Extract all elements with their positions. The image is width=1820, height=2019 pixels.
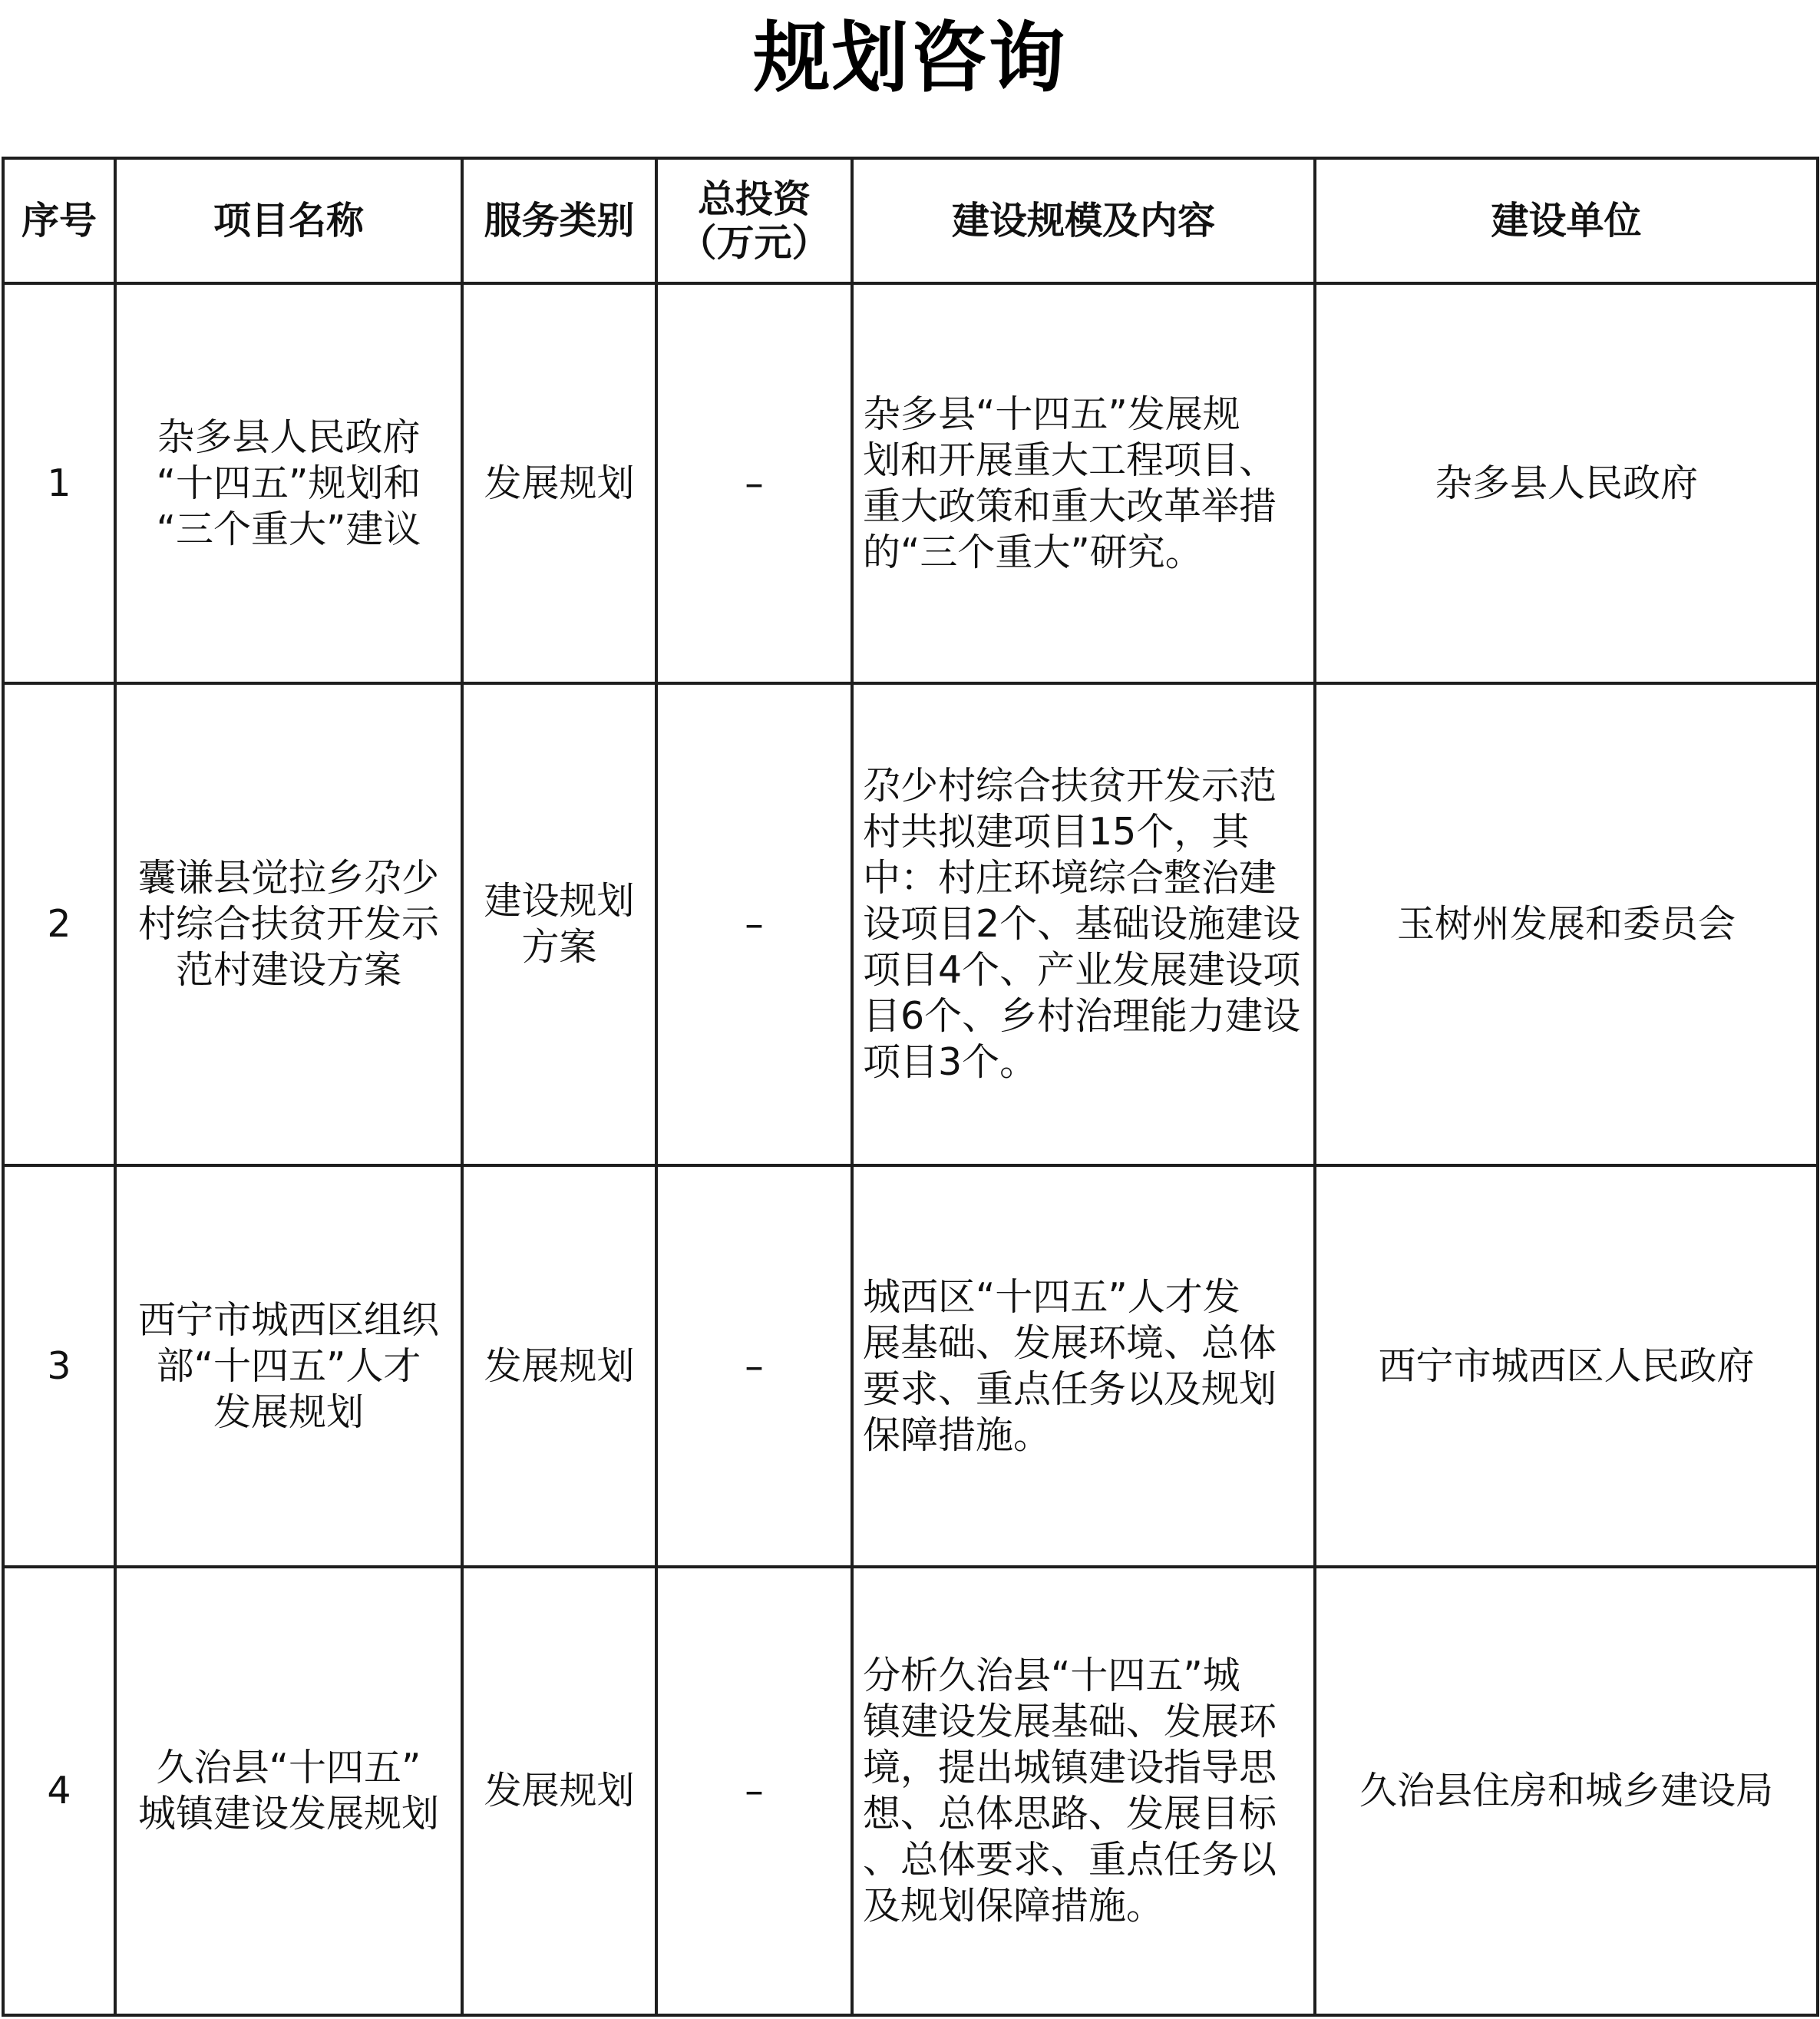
service-category-line: 建设规划 xyxy=(484,879,635,923)
header-project-name: 项目名称 xyxy=(115,158,462,283)
project-name-line: 囊谦县觉拉乡尕少 xyxy=(137,856,439,900)
scope-line: 要求、重点任务以及规划 xyxy=(863,1366,1277,1411)
project-name-line: 范村建设方案 xyxy=(175,948,401,992)
scope-line: 项目3个。 xyxy=(863,1040,1038,1084)
scope-line: 设项目2个、基础设施建设 xyxy=(863,902,1301,946)
project-name-line: “十四五”规划和 xyxy=(156,461,421,505)
scope-line: 展基础、发展环境、总体 xyxy=(863,1320,1277,1365)
service-category-line: 方案 xyxy=(521,925,597,969)
cell-service-category xyxy=(462,1165,656,1567)
cell-total-investment: – xyxy=(656,1165,852,1567)
project-name-line: 西宁市城西区组织 xyxy=(137,1297,439,1342)
header-service-category: 服务类别 xyxy=(462,158,656,283)
cell-total-investment: – xyxy=(656,1567,852,2015)
cell-construction-unit: 杂多县人民政府 xyxy=(1315,283,1818,683)
header-serial-number: 序号 xyxy=(3,158,115,283)
service-category-line: 发展规划 xyxy=(484,1769,635,1812)
scope-line: 中：村庄环境综合整治建 xyxy=(863,856,1277,900)
cell-project-name xyxy=(115,1165,462,1567)
cell-serial-number: 1 xyxy=(3,283,115,683)
table-row xyxy=(3,283,1818,683)
table-row xyxy=(3,1567,1818,2015)
header-construction-unit: 建设单位 xyxy=(1315,158,1818,283)
header-construction-scope: 建设规模及内容 xyxy=(852,158,1315,283)
cell-total-investment: – xyxy=(656,283,852,683)
table-row xyxy=(3,1165,1818,1567)
header-total-investment-line: 总投资 xyxy=(697,177,811,221)
scope-line: 、总体要求、重点任务以 xyxy=(863,1838,1277,1882)
scope-line: 分析久治县“十四五”城 xyxy=(863,1654,1240,1697)
scope-line: 镇建设发展基础、发展环 xyxy=(863,1700,1277,1743)
scope-line: 项目4个、产业发展建设项 xyxy=(863,948,1301,992)
cell-service-category xyxy=(462,1567,656,2015)
cell-construction-scope xyxy=(852,283,1315,683)
scope-line: 重大政策和重大改革举措 xyxy=(863,484,1277,528)
service-category-line: 发展规划 xyxy=(484,461,635,505)
scope-line: 城西区“十四五”人才发 xyxy=(863,1274,1240,1319)
scope-line: 及规划保障措施。 xyxy=(863,1884,1164,1928)
cell-construction-scope xyxy=(852,683,1315,1165)
cell-construction-unit: 久治县住房和城乡建设局 xyxy=(1315,1567,1818,2015)
project-name-line: 城镇建设发展规划 xyxy=(137,1792,439,1836)
scope-line: 尕少村综合扶贫开发示范 xyxy=(863,764,1277,808)
cell-project-name xyxy=(115,283,462,683)
cell-project-name xyxy=(115,683,462,1165)
cell-service-category xyxy=(462,683,656,1165)
cell-construction-unit: 玉树州发展和委员会 xyxy=(1315,683,1818,1165)
cell-construction-scope xyxy=(852,1165,1315,1567)
cell-service-category xyxy=(462,283,656,683)
cell-total-investment: – xyxy=(656,683,852,1165)
scope-line: 目6个、乡村治理能力建设 xyxy=(863,994,1301,1038)
page-title: 规划咨询 xyxy=(753,12,1067,103)
cell-serial-number: 3 xyxy=(3,1165,115,1567)
cell-serial-number: 2 xyxy=(3,683,115,1165)
table-row xyxy=(3,683,1818,1165)
scope-line: 保障措施。 xyxy=(863,1413,1052,1457)
scope-line: 想、总体思路、发展目标 xyxy=(863,1792,1277,1836)
header-total-investment xyxy=(656,158,852,283)
project-name-line: “三个重大”建议 xyxy=(156,507,421,551)
cell-serial-number: 4 xyxy=(3,1567,115,2015)
cell-construction-unit: 西宁市城西区人民政府 xyxy=(1315,1165,1818,1567)
scope-line: 划和开展重大工程项目、 xyxy=(863,438,1277,482)
cell-construction-scope xyxy=(852,1567,1315,2015)
service-category-line: 发展规划 xyxy=(484,1343,635,1388)
scope-line: 境，提出城镇建设指导思 xyxy=(863,1746,1277,1789)
planning-consultation-table xyxy=(2,157,1819,2017)
table-header-row xyxy=(3,158,1818,283)
header-total-investment-unit: （万元） xyxy=(679,220,830,265)
project-name-line: 发展规划 xyxy=(213,1390,364,1434)
project-name-line: 久治县“十四五” xyxy=(156,1746,421,1789)
cell-project-name xyxy=(115,1567,462,2015)
project-name-line: 杂多县人民政府 xyxy=(157,415,421,459)
project-name-line: 村综合扶贫开发示 xyxy=(137,902,439,946)
scope-line: 的“三个重大”研究。 xyxy=(863,530,1203,574)
scope-line: 村共拟建项目15个，其 xyxy=(863,810,1250,854)
project-name-line: 部“十四五”人才 xyxy=(156,1343,421,1388)
scope-line: 杂多县“十四五”发展规 xyxy=(863,392,1240,436)
